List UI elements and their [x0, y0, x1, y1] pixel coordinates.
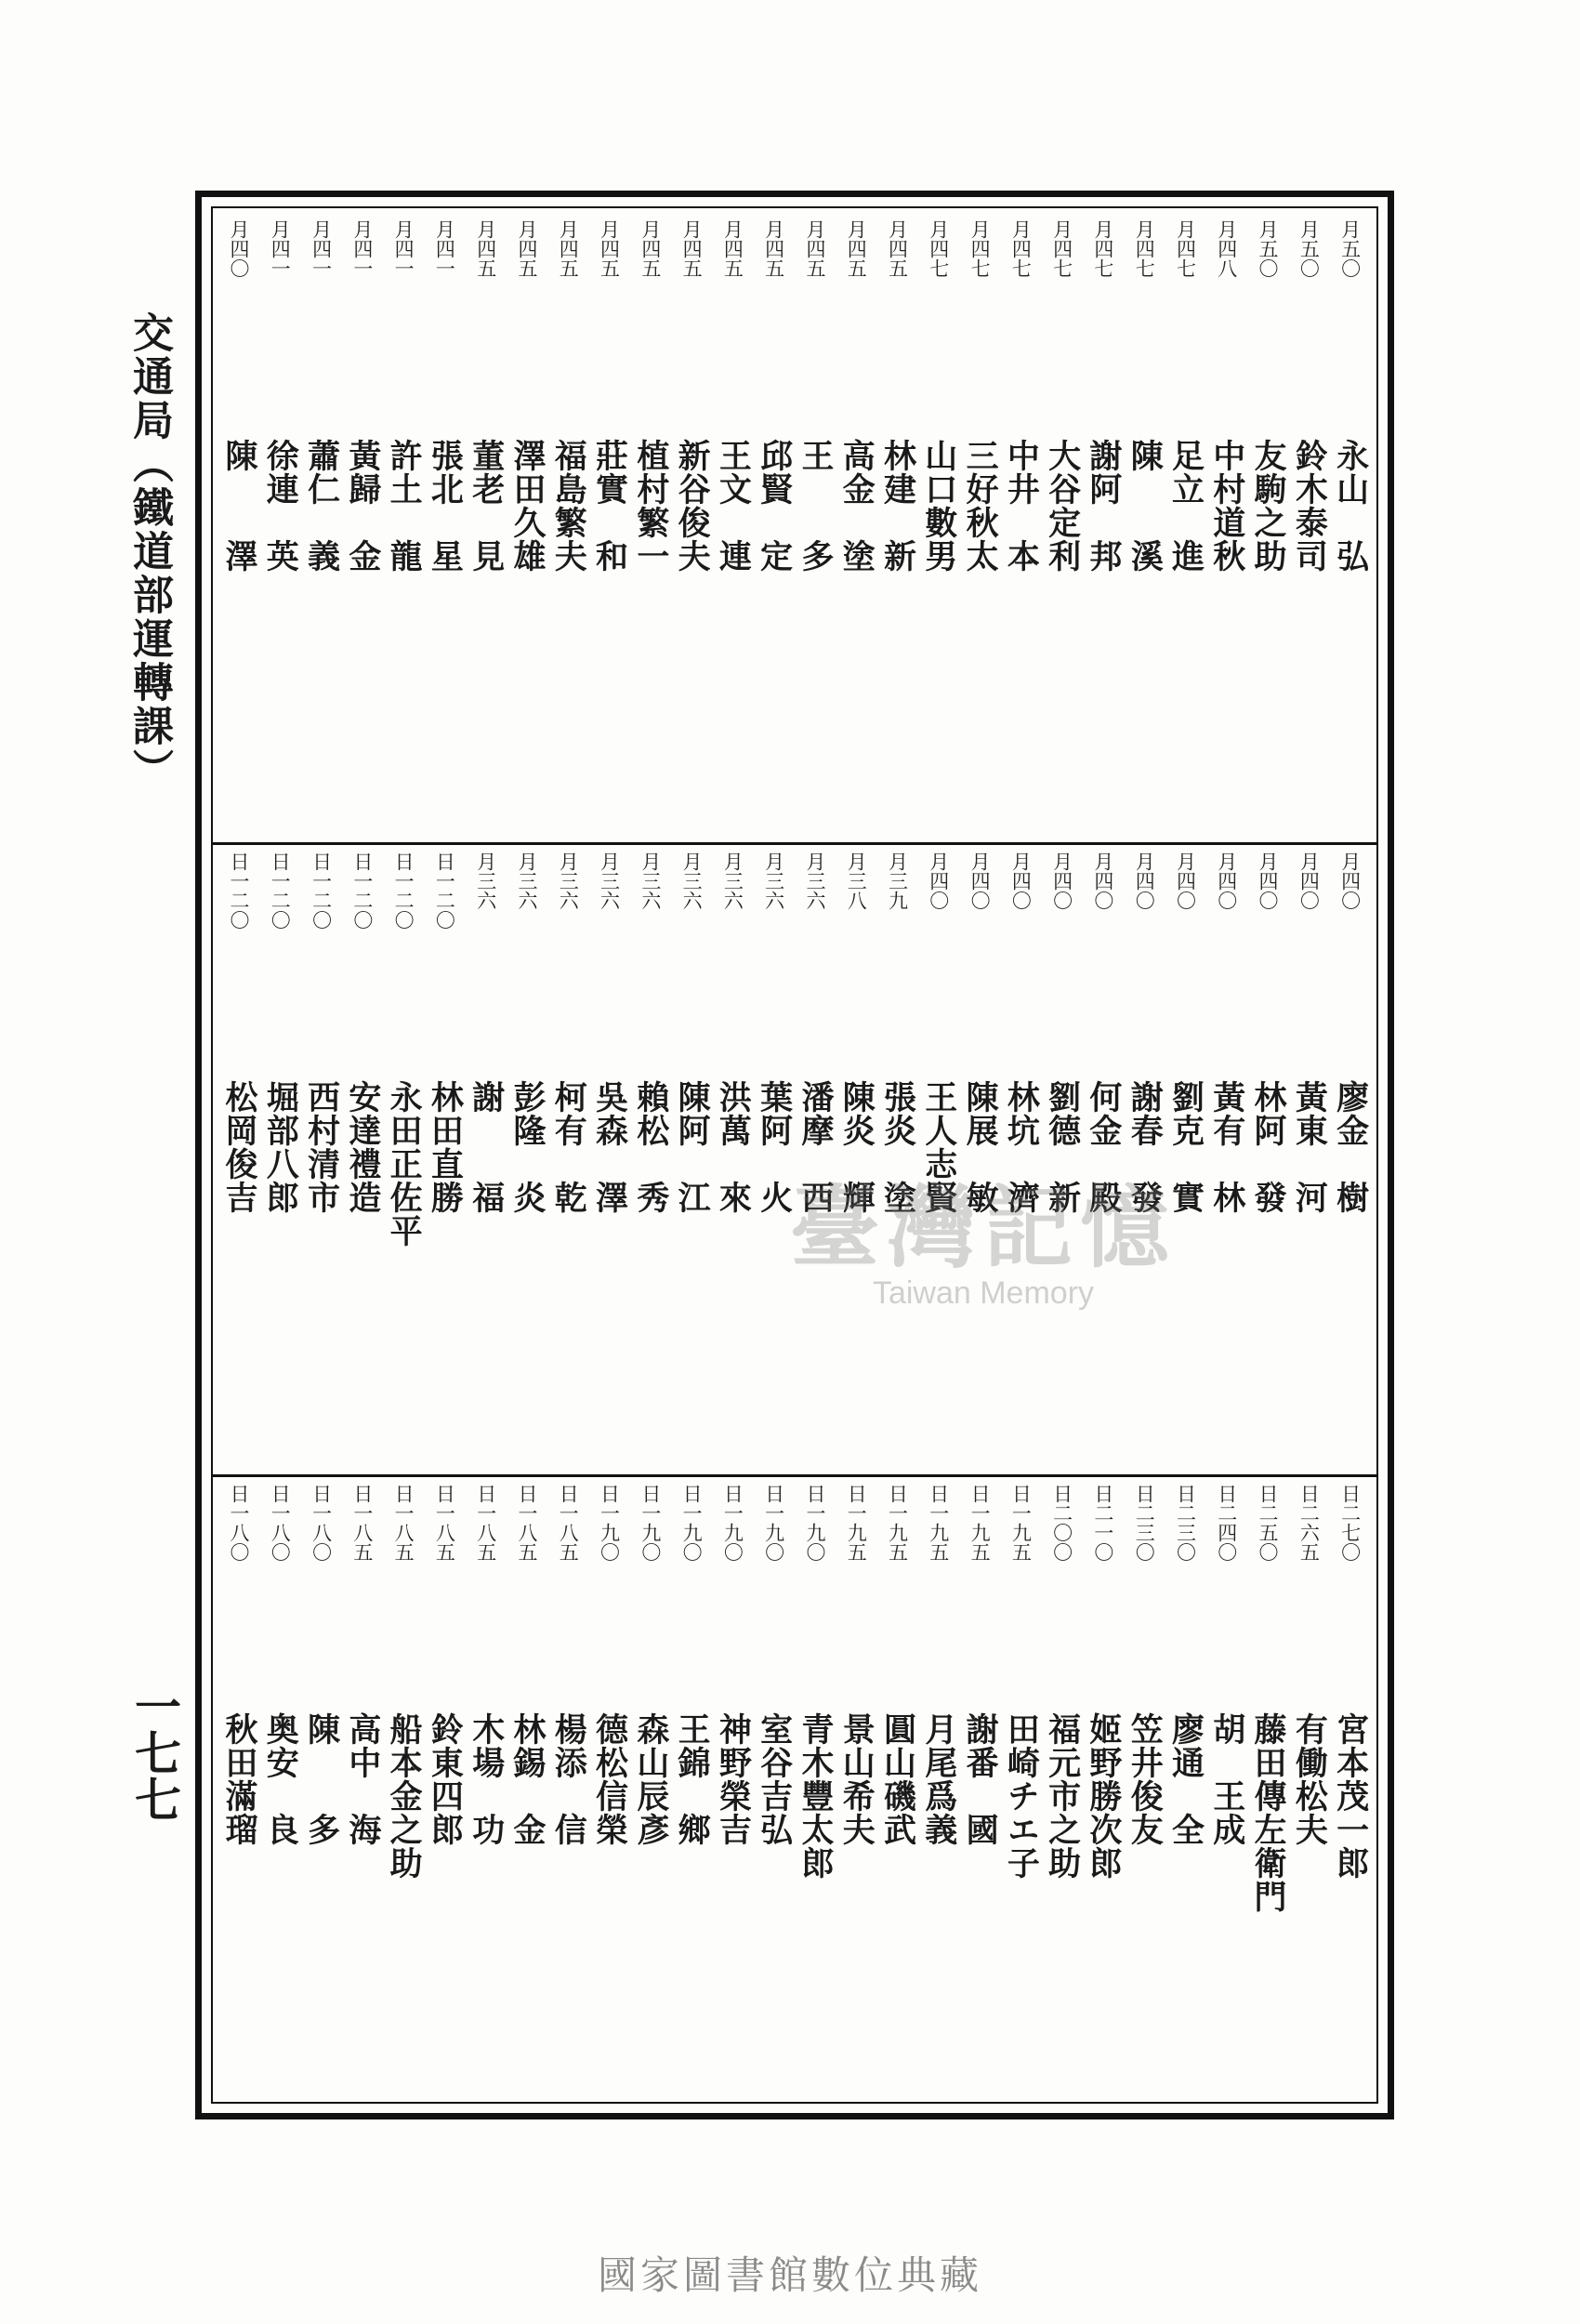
entry-name: 福島繁夫 — [549, 439, 588, 573]
watermark-logo-text: 臺灣記憶 — [790, 1175, 1177, 1280]
table-entry — [507, 1484, 547, 1954]
entry-date: 日一二〇 — [269, 852, 292, 930]
table-entry — [218, 852, 259, 1322]
table-entry — [959, 219, 1000, 680]
entry-name: 陳炎 輝 — [837, 1080, 876, 1214]
entry-name: 田崎チエ子 — [1002, 1712, 1041, 1880]
entry-name: 木場 功 — [467, 1712, 506, 1846]
entry-date: 月三六 — [762, 852, 785, 910]
entry-date: 月四〇 — [1215, 852, 1238, 910]
table-entry — [1247, 1484, 1288, 1954]
entry-name: 王人志賢 — [919, 1080, 958, 1214]
entry-name: 洪萬 來 — [714, 1080, 753, 1214]
entry-date: 月四〇 — [1257, 852, 1280, 910]
entry-date: 月四〇 — [1091, 852, 1114, 910]
table-entry — [1288, 852, 1329, 1322]
entry-name: 福元市之助 — [1043, 1712, 1082, 1880]
entry-name: 賴松 秀 — [631, 1080, 670, 1214]
entry-date: 月四七 — [1133, 219, 1156, 278]
entry-name: 徐連 英 — [261, 439, 300, 573]
entry-name: 中井 本 — [1002, 439, 1041, 573]
table-entry — [424, 1484, 465, 1954]
entry-name: 德松信榮 — [590, 1712, 629, 1846]
table-entry — [218, 219, 259, 680]
entry-date: 日一八〇 — [228, 1484, 250, 1562]
entry-name: 王 多 — [796, 439, 835, 573]
entry-name: 黃有 林 — [1207, 1080, 1246, 1214]
table-entry — [1206, 852, 1247, 1322]
entry-date: 月四〇 — [1133, 852, 1156, 910]
table-entry — [1042, 852, 1083, 1322]
entry-name: 張炎 塗 — [878, 1080, 917, 1214]
table-entry — [301, 1484, 342, 1954]
entry-name: 姬野勝次郎 — [1084, 1712, 1123, 1880]
entry-date: 月四〇 — [1338, 852, 1362, 910]
entry-date: 日二五〇 — [1257, 1484, 1280, 1562]
table-entry — [1330, 852, 1371, 1322]
entry-name: 秋田滿瑠 — [220, 1712, 258, 1846]
table-entry — [1165, 852, 1205, 1322]
table-entry — [507, 852, 547, 1322]
entry-date: 月四一 — [433, 219, 456, 278]
side-title: 交通局（鐵道部運轉課） — [125, 311, 173, 792]
table-entry — [1288, 219, 1329, 680]
entry-date: 日二三〇 — [1133, 1484, 1156, 1562]
entry-date: 日一九〇 — [639, 1484, 662, 1562]
entry-name: 劉克 實 — [1166, 1080, 1205, 1214]
entry-date: 月四〇 — [927, 852, 950, 910]
entry-name: 奥安 良 — [261, 1712, 300, 1846]
table-entry — [795, 852, 836, 1322]
entry-date: 日一八五 — [557, 1484, 580, 1562]
entry-name: 友駒之助 — [1249, 439, 1288, 573]
table-entry — [466, 219, 507, 680]
entry-name: 廖金 樹 — [1331, 1080, 1370, 1214]
entry-name: 神野榮吉 — [714, 1712, 753, 1846]
table-inner-border — [211, 206, 1378, 2104]
table-entry — [342, 219, 383, 680]
table-entry — [918, 852, 959, 1322]
table-entry — [959, 852, 1000, 1322]
entry-date: 月四七 — [927, 219, 950, 278]
entry-name: 謝 福 — [467, 1080, 506, 1214]
table-entry — [218, 1484, 259, 1954]
entry-name: 宮本茂一郎 — [1331, 1712, 1370, 1880]
table-entry — [424, 852, 465, 1322]
entry-name: 大谷定利 — [1043, 439, 1082, 573]
table-entry — [547, 852, 588, 1322]
entry-date: 月三六 — [721, 852, 744, 910]
entry-name: 山口數男 — [919, 439, 958, 573]
table-entry — [1000, 852, 1041, 1322]
entry-date: 日一八五 — [474, 1484, 497, 1562]
entry-date: 月四五 — [680, 219, 704, 278]
entry-date: 日一八〇 — [309, 1484, 333, 1562]
entry-name: 林阿 發 — [1249, 1080, 1288, 1214]
table-entry — [1124, 219, 1165, 680]
entry-date: 月四五 — [845, 219, 868, 278]
entry-name: 高中 海 — [343, 1712, 382, 1846]
entry-name: 劉德 新 — [1043, 1080, 1082, 1214]
entry-name: 有働松夫 — [1290, 1712, 1329, 1846]
entry-name: 莊實 和 — [590, 439, 629, 573]
entry-name: 圓山磯武 — [878, 1712, 917, 1846]
entry-name: 陳 多 — [302, 1712, 341, 1846]
entry-name: 船本金之助 — [385, 1712, 424, 1880]
table-entry — [507, 219, 547, 680]
entry-name: 青木豐太郎 — [796, 1712, 835, 1880]
table-entry — [301, 219, 342, 680]
table-entry — [342, 1484, 383, 1954]
table-entry — [836, 1484, 876, 1954]
entry-name: 彭隆 炎 — [507, 1080, 546, 1214]
table-entry — [630, 219, 671, 680]
entry-name: 月尾爲義 — [919, 1712, 958, 1846]
entry-name: 鈴木泰司 — [1290, 439, 1329, 573]
table-entry — [959, 1484, 1000, 1954]
entry-name: 足立 進 — [1166, 439, 1205, 573]
entry-name: 謝番 國 — [961, 1712, 1000, 1846]
table-frame — [195, 191, 1394, 2119]
entry-name: 吳森 澤 — [590, 1080, 629, 1214]
table-entry — [1000, 219, 1041, 680]
entry-date: 月四一 — [269, 219, 292, 278]
entry-name: 王文 連 — [714, 439, 753, 573]
table-entry — [589, 219, 630, 680]
entry-date: 月四五 — [639, 219, 662, 278]
entry-date: 月三六 — [598, 852, 621, 910]
entry-date: 月五〇 — [1297, 219, 1321, 278]
entry-name: 松岡俊吉 — [220, 1080, 258, 1214]
entry-date: 月四〇 — [1174, 852, 1197, 910]
table-entry — [259, 1484, 300, 1954]
entry-date: 日一九五 — [927, 1484, 950, 1562]
table-entry — [589, 1484, 630, 1954]
entry-name: 邱賢 定 — [755, 439, 794, 573]
entry-name: 西村清市 — [302, 1080, 341, 1214]
table-entry — [918, 1484, 959, 1954]
entry-name: 高金 塗 — [837, 439, 876, 573]
entry-date: 日一二〇 — [309, 852, 333, 930]
table-entry — [1206, 219, 1247, 680]
watermark-subtext: Taiwan Memory — [872, 1275, 1095, 1311]
entry-date: 日一二〇 — [433, 852, 456, 930]
entry-date: 月三六 — [515, 852, 538, 910]
entry-name: 葉阿 火 — [755, 1080, 794, 1214]
table-entry — [1288, 1484, 1329, 1954]
entry-name: 何金 殿 — [1084, 1080, 1123, 1214]
entry-date: 日二七〇 — [1338, 1484, 1362, 1562]
entry-date: 月四〇 — [1009, 852, 1033, 910]
entry-date: 月四一 — [309, 219, 333, 278]
entry-date: 日一二〇 — [228, 852, 250, 930]
table-entry — [630, 852, 671, 1322]
table-entry — [1247, 219, 1288, 680]
table-entry — [754, 1484, 795, 1954]
entry-name: 柯有 乾 — [549, 1080, 588, 1214]
entry-date: 日一九〇 — [762, 1484, 785, 1562]
entry-name: 中村道秋 — [1207, 439, 1246, 573]
entry-date: 日一八五 — [433, 1484, 456, 1562]
entry-date: 日二一〇 — [1091, 1484, 1114, 1562]
table-entry — [754, 219, 795, 680]
table-section-3 — [213, 1484, 1376, 1954]
entry-date: 月四七 — [1050, 219, 1073, 278]
entry-date: 日一九〇 — [803, 1484, 826, 1562]
table-entry — [1124, 852, 1165, 1322]
entry-date: 日一八五 — [350, 1484, 374, 1562]
table-entry — [795, 1484, 836, 1954]
entry-name: 新谷俊夫 — [673, 439, 712, 573]
entry-date: 月三六 — [639, 852, 662, 910]
entry-date: 月五〇 — [1257, 219, 1280, 278]
entry-name: 潘摩 西 — [796, 1080, 835, 1214]
entry-date: 月三八 — [845, 852, 868, 910]
entry-date: 月三六 — [680, 852, 704, 910]
entry-date: 月四〇 — [1050, 852, 1073, 910]
entry-name: 蕭仁 義 — [302, 439, 341, 573]
table-entry — [1083, 852, 1124, 1322]
entry-date: 月四五 — [557, 219, 580, 278]
table-entry — [466, 852, 507, 1322]
entry-date: 日一八〇 — [269, 1484, 292, 1562]
entry-date: 月四七 — [1174, 219, 1197, 278]
entry-date: 月四七 — [1091, 219, 1114, 278]
entry-date: 月四〇 — [968, 852, 992, 910]
entry-name: 林田直勝 — [426, 1080, 465, 1214]
entry-date: 月四五 — [474, 219, 497, 278]
table-entry — [383, 852, 424, 1322]
entry-date: 日二〇〇 — [1050, 1484, 1073, 1562]
entry-date: 日一九五 — [1009, 1484, 1033, 1562]
entry-date: 月四〇 — [1297, 852, 1321, 910]
table-entry — [712, 219, 753, 680]
entry-date: 月四五 — [515, 219, 538, 278]
table-entry — [671, 1484, 712, 1954]
table-entry — [877, 852, 918, 1322]
entry-date: 日二六五 — [1297, 1484, 1321, 1562]
page-number: 一七七 — [127, 1683, 182, 1822]
table-section-1 — [213, 219, 1376, 680]
table-entry — [1000, 1484, 1041, 1954]
table-entry — [466, 1484, 507, 1954]
entry-name: 澤田久雄 — [507, 439, 546, 573]
entry-date: 月四五 — [598, 219, 621, 278]
entry-date: 日一九〇 — [598, 1484, 621, 1562]
table-entry — [671, 219, 712, 680]
table-entry — [1083, 219, 1124, 680]
table-entry — [342, 852, 383, 1322]
entry-date: 日一九五 — [968, 1484, 992, 1562]
table-entry — [547, 1484, 588, 1954]
entry-name: 張北 星 — [426, 439, 465, 573]
entry-date: 日一九五 — [886, 1484, 909, 1562]
table-entry — [301, 852, 342, 1322]
table-entry — [836, 852, 876, 1322]
entry-name: 永山 弘 — [1331, 439, 1370, 573]
table-entry — [918, 219, 959, 680]
table-entry — [877, 219, 918, 680]
table-entry — [383, 219, 424, 680]
entry-date: 月四五 — [886, 219, 909, 278]
entry-date: 月四一 — [350, 219, 374, 278]
entry-date: 月四八 — [1215, 219, 1238, 278]
entry-name: 室谷吉弘 — [755, 1712, 794, 1846]
table-entry — [589, 852, 630, 1322]
entry-date: 日一九五 — [845, 1484, 868, 1562]
entry-name: 陳 澤 — [220, 439, 258, 573]
section-divider-1 — [213, 842, 1376, 845]
entry-date: 月四一 — [392, 219, 415, 278]
entry-name: 景山希夫 — [837, 1712, 876, 1846]
entry-date: 日一二〇 — [392, 852, 415, 930]
entry-name: 林坑 濟 — [1002, 1080, 1041, 1214]
table-entry — [547, 219, 588, 680]
table-entry — [259, 219, 300, 680]
entry-name: 陳阿 江 — [673, 1080, 712, 1214]
entry-name: 陳展 敏 — [961, 1080, 1000, 1214]
entry-date: 月三六 — [474, 852, 497, 910]
entry-name: 林錫 金 — [507, 1712, 546, 1846]
entry-name: 黃東 河 — [1290, 1080, 1329, 1214]
entry-date: 月四〇 — [228, 219, 250, 278]
entry-date: 月三六 — [803, 852, 826, 910]
table-entry — [754, 852, 795, 1322]
entry-name: 林建 新 — [878, 439, 917, 573]
entry-name: 植村繁一 — [631, 439, 670, 573]
entry-date: 月四七 — [968, 219, 992, 278]
entry-date: 日一二〇 — [350, 852, 374, 930]
entry-date: 月三九 — [886, 852, 909, 910]
entry-date: 日二三〇 — [1174, 1484, 1197, 1562]
entry-name: 謝春 發 — [1126, 1080, 1165, 1214]
entry-date: 月四五 — [803, 219, 826, 278]
table-entry — [1042, 219, 1083, 680]
section-divider-2 — [213, 1474, 1376, 1477]
table-entry — [1165, 1484, 1205, 1954]
entry-date: 月四七 — [1009, 219, 1033, 278]
table-entry — [1165, 219, 1205, 680]
entry-name: 堀部八郎 — [261, 1080, 300, 1214]
entry-date: 日一八五 — [515, 1484, 538, 1562]
table-entry — [1124, 1484, 1165, 1954]
entry-date: 月四五 — [762, 219, 785, 278]
table-section-2 — [213, 852, 1376, 1322]
table-entry — [259, 852, 300, 1322]
table-entry — [712, 1484, 753, 1954]
entry-name: 森山辰彥 — [631, 1712, 670, 1846]
table-entry — [630, 1484, 671, 1954]
entry-name: 陳 溪 — [1126, 439, 1165, 573]
entry-name: 安達禮造 — [343, 1080, 382, 1214]
entry-name: 藤田傳左衛門 — [1249, 1712, 1288, 1913]
entry-date: 月五〇 — [1338, 219, 1362, 278]
table-entry — [712, 852, 753, 1322]
entry-name: 三好秋太 — [961, 439, 1000, 573]
entry-name: 鈴東四郎 — [426, 1712, 465, 1846]
entry-name: 許土 龍 — [385, 439, 424, 573]
table-entry — [1330, 219, 1371, 680]
entry-name: 楊添 信 — [549, 1712, 588, 1846]
table-entry — [1247, 852, 1288, 1322]
table-entry — [1083, 1484, 1124, 1954]
entry-name: 董老 見 — [467, 439, 506, 573]
entry-date: 日二四〇 — [1215, 1484, 1238, 1562]
footer-credit: 國家圖書館數位典藏 — [597, 2252, 982, 2298]
entry-name: 永田正佐平 — [385, 1080, 424, 1248]
table-entry — [1042, 1484, 1083, 1954]
table-entry — [1330, 1484, 1371, 1954]
table-entry — [424, 219, 465, 680]
entry-date: 月四五 — [721, 219, 744, 278]
entry-date: 日一八五 — [392, 1484, 415, 1562]
entry-name: 謝阿 邦 — [1084, 439, 1123, 573]
table-entry — [1206, 1484, 1247, 1954]
entry-name: 黃歸 金 — [343, 439, 382, 573]
entry-date: 日一九〇 — [680, 1484, 704, 1562]
entry-date: 月三六 — [557, 852, 580, 910]
entry-date: 日一九〇 — [721, 1484, 744, 1562]
table-entry — [877, 1484, 918, 1954]
entry-name: 王錦 鄉 — [673, 1712, 712, 1846]
table-entry — [795, 219, 836, 680]
entry-name: 笠井俊友 — [1126, 1712, 1165, 1846]
table-entry — [836, 219, 876, 680]
entry-name: 胡 王成 — [1207, 1712, 1246, 1846]
table-entry — [671, 852, 712, 1322]
table-entry — [383, 1484, 424, 1954]
entry-name: 廖通 全 — [1166, 1712, 1205, 1846]
